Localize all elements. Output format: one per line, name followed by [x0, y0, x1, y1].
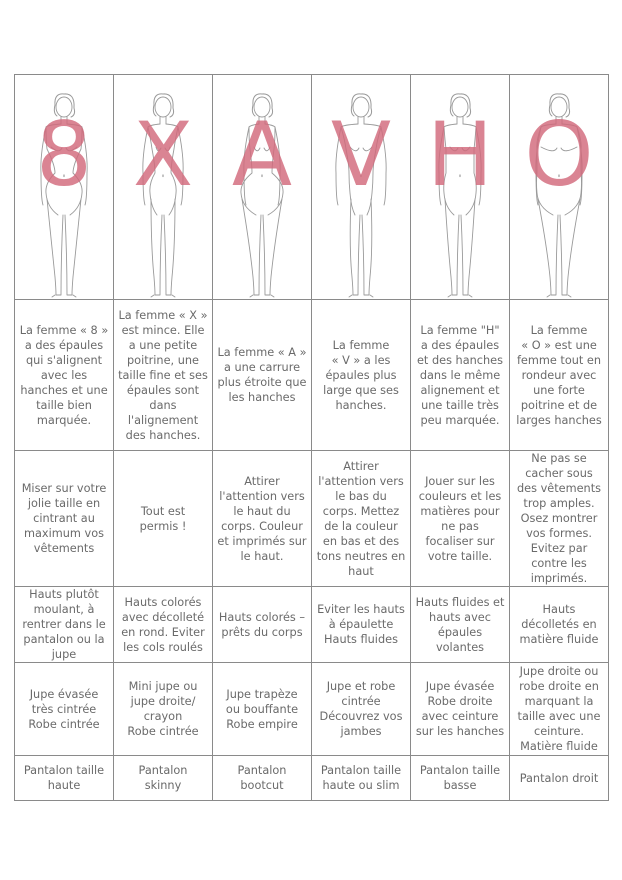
tip-cell: Jouer sur les couleurs et les matières pour ne pas focaliser sur votre taille.	[411, 451, 510, 587]
pants-row	[15, 756, 609, 801]
pants-cell: Pantalon taille basse	[411, 756, 510, 801]
body-type-letter: O	[524, 103, 594, 206]
body-type-letter: V	[330, 103, 392, 206]
silhouette-figure	[411, 75, 509, 299]
pants-cell: Pantalon taille haute ou slim	[312, 756, 411, 801]
skirts-cell: Jupe trapèze ou bouffante Robe empire	[213, 663, 312, 756]
tops-cell: Hauts fluides et hauts avec épaules volantes	[411, 587, 510, 663]
figure-cell-x	[114, 75, 213, 300]
description-cell: La femme « X » est mince. Elle a une petite poitrine, une taille fine et ses épaules sont dans l'alignement des hanches.	[114, 300, 213, 451]
skirts-cell: Jupe évasée très cintrée Robe cintrée	[15, 663, 114, 756]
silhouette-figure	[312, 75, 410, 299]
description-row	[15, 300, 609, 451]
tops-cell: Hauts décolletés en matière fluide	[510, 587, 609, 663]
silhouette-figure	[15, 75, 113, 299]
body-type-letter: H	[426, 103, 494, 206]
description-cell: La femme « O » est une femme tout en rondeur avec une forte poitrine et de larges hanches	[510, 300, 609, 451]
tip-row	[15, 451, 609, 587]
body-type-letter: 8	[36, 103, 92, 206]
skirts-cell: Mini jupe ou jupe droite/ crayon Robe cintrée	[114, 663, 213, 756]
tip-cell: Miser sur votre jolie taille en cintrant au maximum vos vêtements	[15, 451, 114, 587]
skirts-dresses-row	[15, 663, 609, 756]
description-cell: La femme « V » a les épaules plus large que ses hanches.	[312, 300, 411, 451]
skirts-cell: Jupe droite ou robe droite en marquant la taille avec une ceinture. Matière fluide	[510, 663, 609, 756]
tops-cell: Hauts colorés avec décolleté en rond. Eviter les cols roulés	[114, 587, 213, 663]
figure-cell-v	[312, 75, 411, 300]
tip-cell: Attirer l'attention vers le haut du corps. Couleur et imprimés sur le haut.	[213, 451, 312, 587]
tip-cell: Tout est permis !	[114, 451, 213, 587]
silhouette-figure	[213, 75, 311, 299]
figure-cell-8	[15, 75, 114, 300]
tops-cell: Hauts colorés – prêts du corps	[213, 587, 312, 663]
pants-cell: Pantalon taille haute	[15, 756, 114, 801]
description-cell: La femme « A » a une carrure plus étroite que les hanches	[213, 300, 312, 451]
pants-cell: Pantalon bootcut	[213, 756, 312, 801]
tip-cell: Ne pas se cacher sous des vêtements trop amples. Osez montrer vos formes. Evitez par contre les imprimés.	[510, 451, 609, 587]
description-cell: La femme « 8 » a des épaules qui s'alignent avec les hanches et une taille bien marquée.	[15, 300, 114, 451]
description-cell: La femme "H" a des épaules et des hanches dans le même alignement et une taille très peu marquée.	[411, 300, 510, 451]
tops-cell: Hauts plutôt moulant, à rentrer dans le pantalon ou la jupe	[15, 587, 114, 663]
figure-cell-o	[510, 75, 609, 300]
body-type-letter: A	[231, 103, 293, 206]
skirts-cell: Jupe et robe cintrée Découvrez vos jambes	[312, 663, 411, 756]
silhouette-figure	[114, 75, 212, 299]
silhouette-figure	[510, 75, 608, 299]
body-type-letter: X	[132, 103, 194, 206]
figure-cell-h	[411, 75, 510, 300]
skirts-cell: Jupe évasée Robe droite avec ceinture sur les hanches	[411, 663, 510, 756]
figure-row	[15, 75, 609, 300]
tops-cell: Eviter les hauts à épaulette Hauts fluides	[312, 587, 411, 663]
tip-cell: Attirer l'attention vers le bas du corps. Mettez de la couleur en bas et des tons neutres en haut	[312, 451, 411, 587]
tops-row	[15, 587, 609, 663]
figure-cell-a	[213, 75, 312, 300]
pants-cell: Pantalon skinny	[114, 756, 213, 801]
morphology-table	[14, 74, 609, 801]
pants-cell: Pantalon droit	[510, 756, 609, 801]
